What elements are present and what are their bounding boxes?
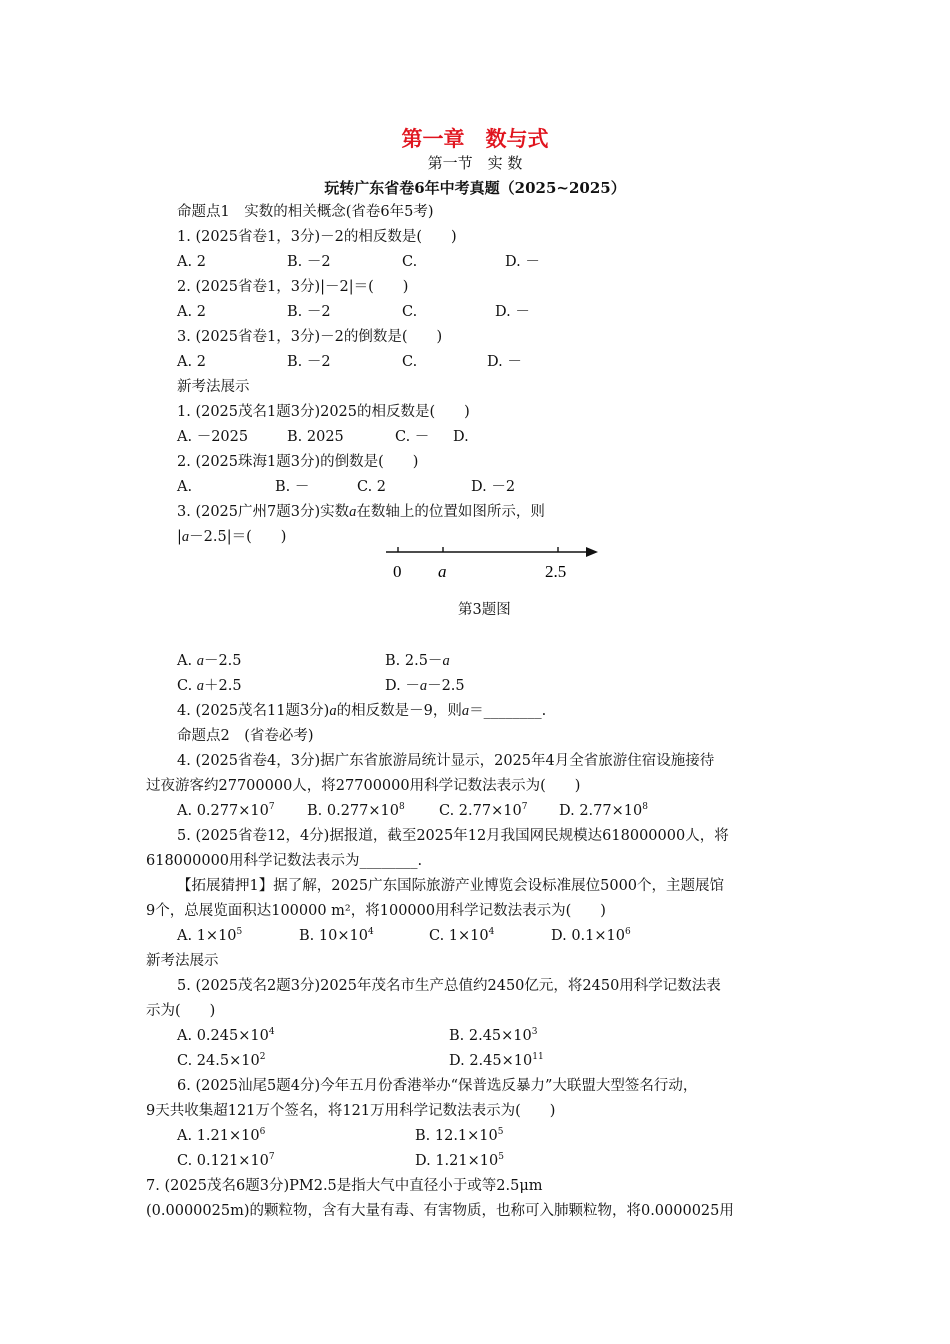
q2-line-5: 过夜游客约27700000人，将27700000用科学记数法表示为( ) [146,778,581,794]
q1-option-6-1: B. －2 [287,354,331,370]
q1-option-11-2: C. 2 [357,479,387,495]
label-a: a [438,562,447,581]
q2-option-6-1: B. $0.277\times 10^8$ [307,802,405,819]
q2-option-15-0: A. $0.245\times 10^4$ [177,1027,275,1044]
q1-line-10: 2. (2025珠海1题3分)的倒数是( ) [177,454,419,470]
q1-option-9-3: D. [453,429,469,445]
q1-option-11-0: A. [177,479,193,495]
q1-line-13: |a－2.5|＝( ) [177,529,287,545]
q1-option-11-1: B. － [275,479,310,495]
q2-line-2: 4. (2025茂名11题3分)a的相反数是－9，则a＝________. [177,703,547,719]
q1-option-4-2: C. [402,304,418,320]
q2-line-8: 618000000用科学记数法表示为________. [146,853,423,869]
figure-caption: 第3题图 [458,602,511,618]
q2-option-20-1: D. $1.21\times 10^5$ [415,1152,504,1169]
q2-line-10: 9个，总展览面积达100000 m²，将100000用科学记数法表示为( ) [146,903,606,919]
q1-option-4-1: B. －2 [287,304,331,320]
q1-option-2-1: B. －2 [287,254,331,270]
q2-line-21: 7. (2025茂名6题3分)PM2.5是指大气中直径小于或等2.5μm [146,1178,543,1194]
q2-line-9: 【拓展猜押1】据了解，2025广东国际旅游产业博览会设标准展位5000个，主题展馆 [177,878,725,894]
label-0: 0 [393,562,402,581]
q2-option-0-1: B. 2.5－a [385,653,450,669]
q2-option-1-1: D. －a－2.5 [385,678,465,694]
q1-line-1: 1. (2025省卷1，3分)－2的相反数是( ) [177,229,457,245]
q2-option-1-0: C. a＋2.5 [177,678,242,694]
arrow-icon [586,547,598,557]
q1-line-7: 新考法展示 [177,379,250,395]
q1-option-2-0: A. 2 [177,254,206,270]
q1-line-0: 命题点1 实数的相关概念(省卷6年5考) [177,204,434,220]
q1-option-4-0: A. 2 [177,304,206,320]
label-2-5: 2.5 [545,562,567,581]
q2-option-11-1: B. $10\times 10^4$ [299,927,374,944]
q2-option-11-2: C. $1\times 10^4$ [429,927,495,944]
q1-line-8: 1. (2025茂名1题3分)2025的相反数是( ) [177,404,470,420]
q2-line-18: 9天共收集超121万个签名，将121万用科学记数法表示为( ) [146,1103,556,1119]
q2-option-15-1: B. $2.45\times 10^3$ [449,1027,538,1044]
q1-option-4-3: D. － [495,304,530,320]
q1-line-3: 2. (2025省卷1，3分)|－2|＝( ) [177,279,409,295]
q1-option-6-2: C. [402,354,418,370]
q2-option-20-0: C. $0.121\times 10^7$ [177,1152,275,1169]
q2-line-22: (0.0000025m)的颗粒物，含有大量有毒、有害物质，也称可入肺颗粒物，将0.0000025用 [146,1203,734,1219]
q2-option-16-1: D. $2.45\times 10^{11}$ [449,1052,544,1069]
q2-line-4: 4. (2025省卷4，3分)据广东省旅游局统计显示，2025年4月全省旅游住宿设施接待 [177,753,715,769]
q1-option-6-3: D. － [487,354,522,370]
chapter-title: 第一章 数与式 [401,126,549,151]
q1-option-9-0: A. －2025 [177,429,249,445]
q1-option-6-0: A. 2 [177,354,206,370]
q1-option-2-3: D. － [505,254,540,270]
q2-line-14: 示为( ) [146,1003,216,1019]
q1-line-12: 3. (2025广州7题3分)实数a在数轴上的位置如图所示，则 [177,504,545,520]
q1-option-2-2: C. [402,254,418,270]
q2-option-6-3: D. $2.77\times 10^8$ [559,802,648,819]
q2-option-6-2: C. $2.77\times 10^7$ [439,802,528,819]
q2-option-16-0: C. $24.5\times 10^2$ [177,1052,266,1069]
q2-option-11-3: D. $0.1\times 10^6$ [551,927,631,944]
q2-line-3: 命题点2 (省卷必考) [177,728,314,744]
q1-line-5: 3. (2025省卷1，3分)－2的倒数是( ) [177,329,443,345]
q2-option-6-0: A. $0.277\times 10^7$ [177,802,275,819]
sub-title: 玩转广东省卷6年中考真题（2025~2025） [324,179,626,197]
q2-line-7: 5. (2025省卷12，4分)据报道，截至2025年12月我国网民规模达618000000人，将 [177,828,729,844]
section-title: 第一节 实 数 [427,154,523,172]
q1-option-9-2: C. － [395,429,430,445]
q2-option-19-0: A. $1.21\times 10^6$ [177,1127,266,1144]
q2-option-11-0: A. $1\times 10^5$ [177,927,243,944]
q2-line-17: 6. (2025汕尾5题4分)今年五月份香港举办“保普选反暴力”大联盟大型签名行动， [177,1078,698,1094]
q2-option-0-0: A. a－2.5 [177,653,242,669]
number-line-figure [380,540,610,585]
q2-line-12: 新考法展示 [146,953,219,969]
q2-option-19-1: B. $12.1\times 10^5$ [415,1127,504,1144]
q1-option-9-1: B. 2025 [287,429,344,445]
q2-line-13: 5. (2025茂名2题3分)2025年茂名市生产总值约2450亿元，将2450用科学记数法表 [177,978,721,994]
q1-option-11-3: D. －2 [471,479,516,495]
